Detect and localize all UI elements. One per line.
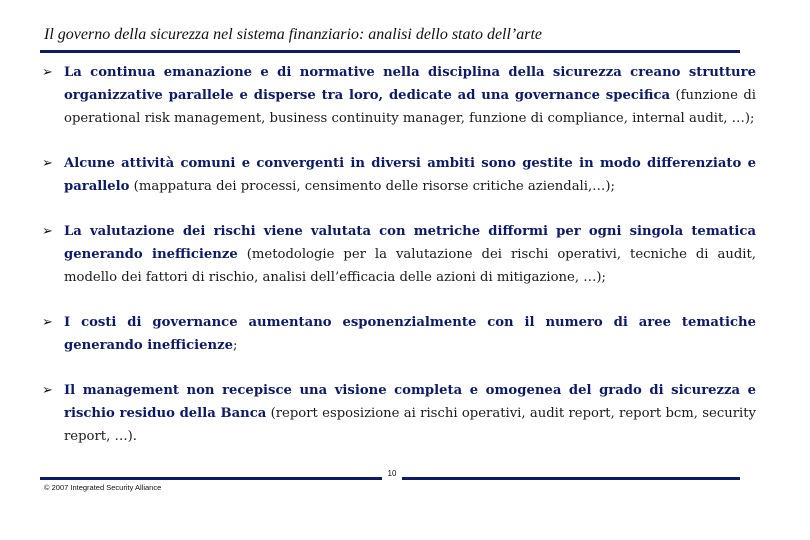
bullet-item-1 (42, 61, 756, 130)
bullet-emphasis: La valutazione dei rischi viene valutata con metriche difformi per ogni singola tematica generando inefficienze (64, 224, 756, 262)
bullet-list (42, 61, 756, 470)
page-title: Il governo della sicurezza nel sistema finanziario: analisi dello stato dell’arte (44, 26, 543, 43)
bullet-emphasis: Il management non recepisce una visione completa e omogenea del grado di sicurezza e rischio residuo della Banca (64, 383, 756, 421)
title-divider (40, 50, 740, 53)
bullet-detail: ; (233, 338, 238, 353)
arrow-bullet-icon: ➢ (42, 383, 53, 398)
copyright-notice: © 2007 Integrated Security Alliance (44, 483, 162, 492)
bullet-emphasis: I costi di governance aumentano esponenzialmente con il numero di aree tematiche generando inefficienze (64, 315, 756, 353)
footer-divider-left (40, 477, 382, 480)
footer-divider-right (402, 477, 740, 480)
bullet-item-3 (42, 220, 756, 289)
page-number: 10 (387, 469, 397, 478)
arrow-bullet-icon: ➢ (42, 315, 53, 330)
bullet-detail: (metodologie per la valutazione dei rischi operativi, tecniche di audit, modello dei fattori di rischio, analisi dell’efficacia delle azioni di mitigazione, …); (64, 247, 756, 285)
bullet-emphasis: La continua emanazione e di normative nella disciplina della sicurezza creano strutture organizzative parallele e disperse tra loro, dedicate ad una governance specifica (64, 65, 756, 103)
bullet-emphasis: Alcune attività comuni e convergenti in diversi ambiti sono gestite in modo differenziato e parallelo (64, 156, 756, 194)
bullet-item-4 (42, 311, 756, 357)
arrow-bullet-icon: ➢ (42, 156, 53, 171)
bullet-detail: (mappatura dei processi, censimento delle risorse critiche aziendali,…); (129, 179, 615, 194)
arrow-bullet-icon: ➢ (42, 224, 53, 239)
bullet-detail: (funzione di operational risk management, business continuity manager, funzione di compliance, internal audit, …); (64, 88, 756, 126)
bullet-item-5 (42, 379, 756, 448)
arrow-bullet-icon: ➢ (42, 65, 53, 80)
bullet-detail: (report esposizione ai rischi operativi, audit report, report bcm, security report, …). (64, 406, 756, 444)
bullet-item-2 (42, 152, 756, 198)
